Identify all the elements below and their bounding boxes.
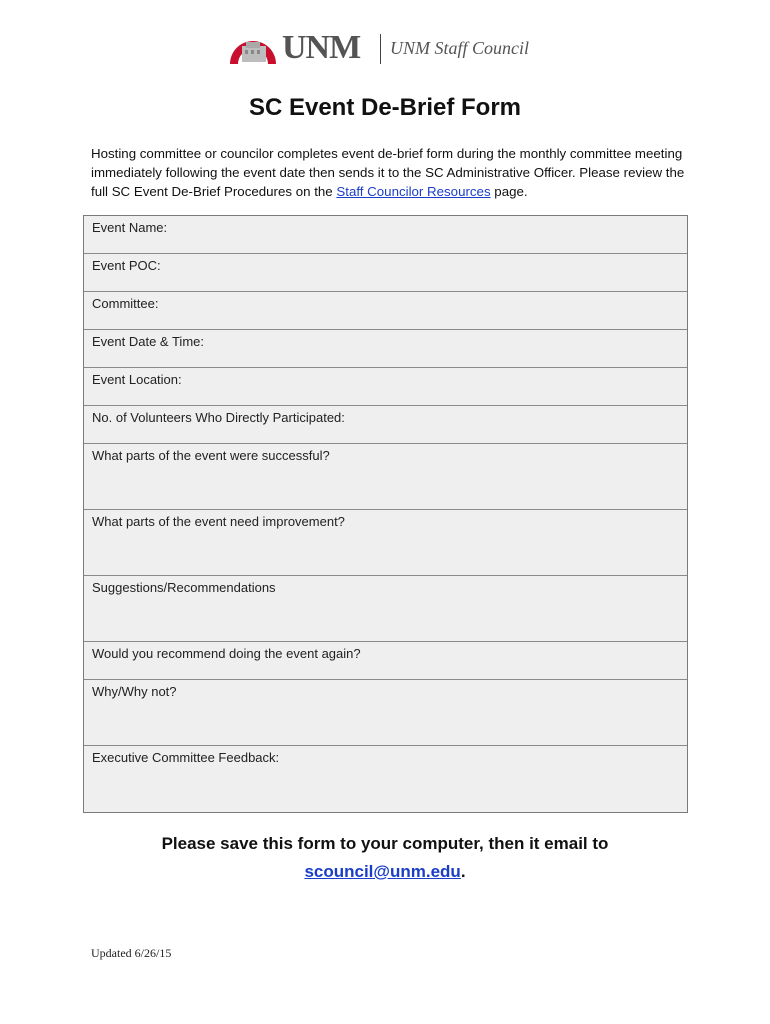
email-link[interactable]: scouncil@unm.edu: [304, 862, 461, 881]
field-label: Suggestions/Recommendations: [92, 580, 276, 595]
intro-paragraph: [91, 144, 691, 201]
recommend-again-field[interactable]: [84, 642, 687, 680]
unm-logo-icon: [228, 30, 278, 66]
intro-text-suffix: page.: [490, 184, 528, 199]
field-label: Event Name:: [92, 220, 168, 235]
field-label: Committee:: [92, 296, 159, 311]
field-label: What parts of the event need improvement?: [92, 514, 345, 529]
header-logo: [228, 28, 548, 72]
committee-field[interactable]: [84, 292, 687, 330]
email-line: [0, 858, 770, 886]
why-field[interactable]: [84, 680, 687, 746]
successful-parts-field[interactable]: [84, 444, 687, 510]
event-location-field[interactable]: [84, 368, 687, 406]
save-instructions-line: Please save this form to your computer, then it email to: [161, 834, 609, 853]
field-label: Executive Committee Feedback:: [92, 750, 280, 765]
event-poc-field[interactable]: [84, 254, 687, 292]
executive-feedback-field[interactable]: [84, 746, 687, 812]
field-label: What parts of the event were successful?: [92, 448, 330, 463]
updated-date: Updated 6/26/15: [91, 946, 172, 960]
event-date-time-field[interactable]: [84, 330, 687, 368]
field-label: Event Date & Time:: [92, 334, 204, 349]
suggestions-field[interactable]: [84, 576, 687, 642]
volunteers-count-field[interactable]: [84, 406, 687, 444]
field-label: Why/Why not?: [92, 684, 177, 699]
field-label: No. of Volunteers Who Directly Participated:: [92, 410, 345, 425]
logo-divider: [380, 34, 381, 64]
improvement-parts-field[interactable]: [84, 510, 687, 576]
field-label: Would you recommend doing the event again?: [92, 646, 361, 661]
email-line-suffix: .: [460, 862, 466, 881]
save-instructions: [0, 830, 770, 886]
field-label: Event POC:: [92, 258, 161, 273]
debrief-form: [83, 215, 688, 813]
staff-councilor-resources-link[interactable]: Staff Councilor Resources: [336, 184, 491, 199]
event-name-field[interactable]: [84, 216, 687, 254]
org-name: UNM Staff Council: [390, 38, 529, 58]
field-label: Event Location:: [92, 372, 182, 387]
logo-text: UNM: [282, 29, 361, 66]
intro-text: Hosting committee or councilor completes event de-brief form during the monthly committee meeting immediately following the event date then sends it to the SC Administrative Officer. Please review the full SC Event De-Brief Procedures on the: [91, 146, 685, 199]
page-title: SC Event De-Brief Form: [248, 94, 522, 121]
